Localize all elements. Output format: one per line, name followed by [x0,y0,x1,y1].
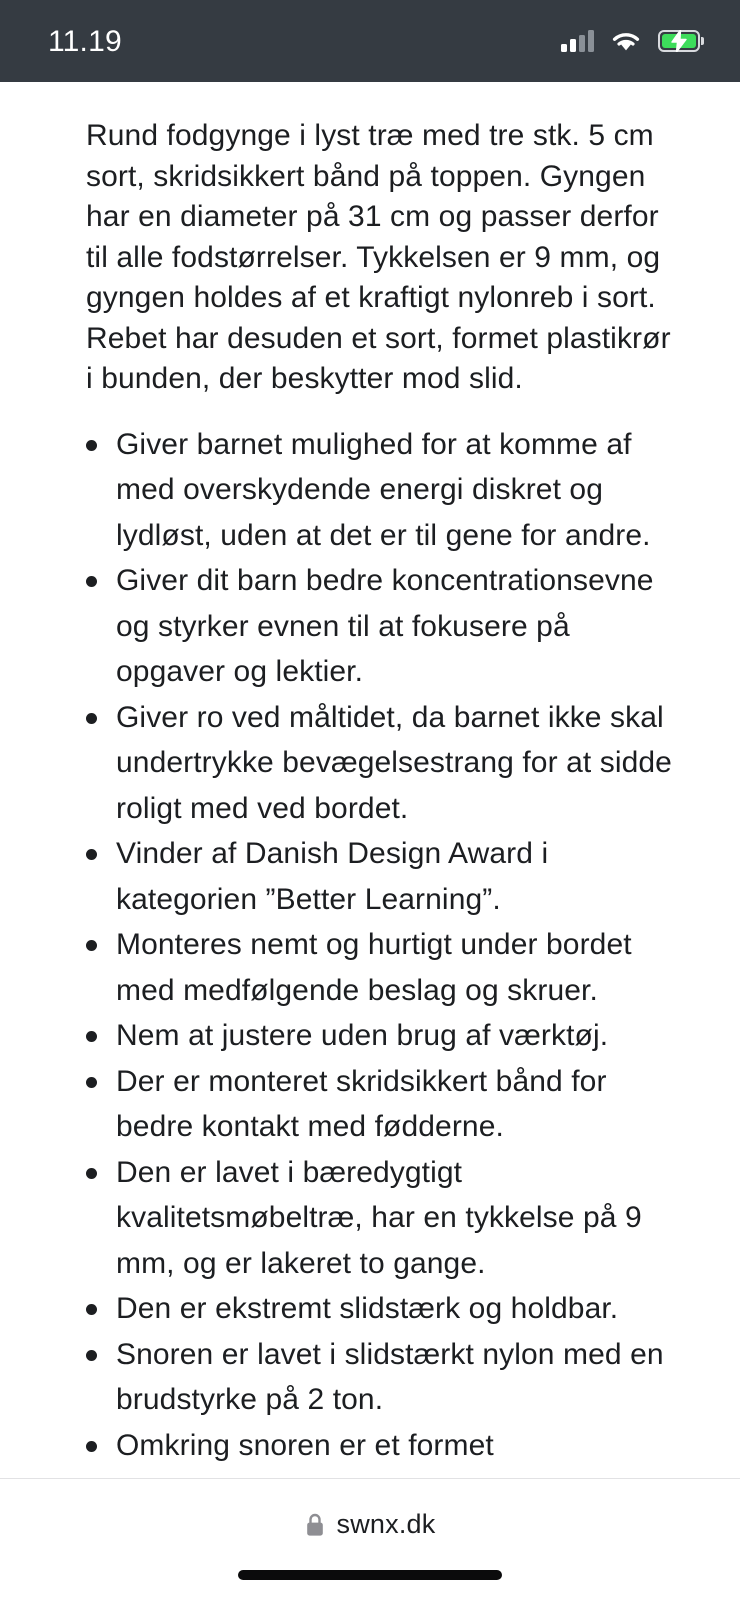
product-description [0,82,740,1468]
list-item [86,1423,694,1469]
status-bar-clock: 11.19 [48,25,122,58]
browser-bottom-bar [0,1478,740,1600]
list-item-label: Monteres nemt og hurtigt under bordet med medfølgende beslag og skruer. [116,928,632,1007]
battery-charging-icon [658,30,700,52]
bullet-icon [86,1031,97,1042]
list-item [86,1332,694,1423]
signal-bars-icon [561,30,594,52]
status-bar-icons [561,30,700,53]
bullet-icon [86,1304,97,1315]
intro-paragraph: Rund fodgynge i lyst træ med tre stk. 5 cm sort, skridsikkert bånd på toppen. Gyngen har en diameter på 31 cm og passer derfor til alle fodstørrelser. Tykkelsen er 9 mm, og gyngen holdes af et kraftigt nylonreb i sort. Rebet har desuden et sort, formet plastikrør i bunden, der beskytter mod slid. [86,119,671,395]
bullet-icon [86,1350,97,1361]
list-item [86,1150,694,1287]
list-item [86,831,694,922]
bullet-icon [86,849,97,860]
bullet-icon [86,1077,97,1088]
list-item-label: Vinder af Danish Design Award i kategorien ”Better Learning”. [116,837,549,916]
list-item-label: Nem at justere uden brug af værktøj. [116,1019,609,1052]
list-item-label: Giver dit barn bedre koncentrationsevne og styrker evnen til at fokusere på opgaver og lektier. [116,564,654,688]
list-item-label: Omkring snoren er et formet [116,1428,494,1462]
wifi-icon [610,30,642,53]
list-item [86,422,694,559]
list-item-label: Giver barnet mulighed for at komme af med overskydende energi diskret og lydløst, uden at det er til gene for andre. [116,427,651,552]
lock-icon [305,1513,325,1537]
list-item [86,1059,694,1150]
bullet-icon [86,940,97,951]
url-text[interactable]: swnx.dk [336,1509,436,1539]
feature-list [86,422,694,1469]
list-item [86,558,694,695]
web-page-content[interactable] [0,82,740,1600]
bullet-icon [86,576,97,587]
bullet-icon [86,713,97,724]
address-bar[interactable] [305,1509,436,1540]
bullet-icon [86,1168,97,1179]
list-item-label: Giver ro ved måltidet, da barnet ikke skal undertrykke bevægelsestrang for at sidde roligt med ved bordet. [116,700,672,825]
list-item-label: Snoren er lavet i slidstærkt nylon med en brudstyrke på 2 ton. [116,1337,664,1416]
charging-bolt-icon [671,30,687,52]
list-item-label: Der er monteret skridsikkert bånd for bedre kontakt med fødderne. [116,1064,607,1143]
list-item [86,695,694,832]
list-item [86,1013,694,1059]
home-indicator[interactable] [238,1570,502,1580]
status-bar [0,0,740,82]
bullet-icon [86,1441,97,1452]
list-item [86,922,694,1013]
bullet-icon [86,440,97,451]
list-item-label: Den er lavet i bæredygtigt kvalitetsmøbeltræ, har en tykkelse på 9 mm, og er lakeret to gange. [116,1155,642,1280]
list-item [86,1286,694,1332]
list-item-label: Den er ekstremt slidstærk og holdbar. [116,1292,619,1325]
